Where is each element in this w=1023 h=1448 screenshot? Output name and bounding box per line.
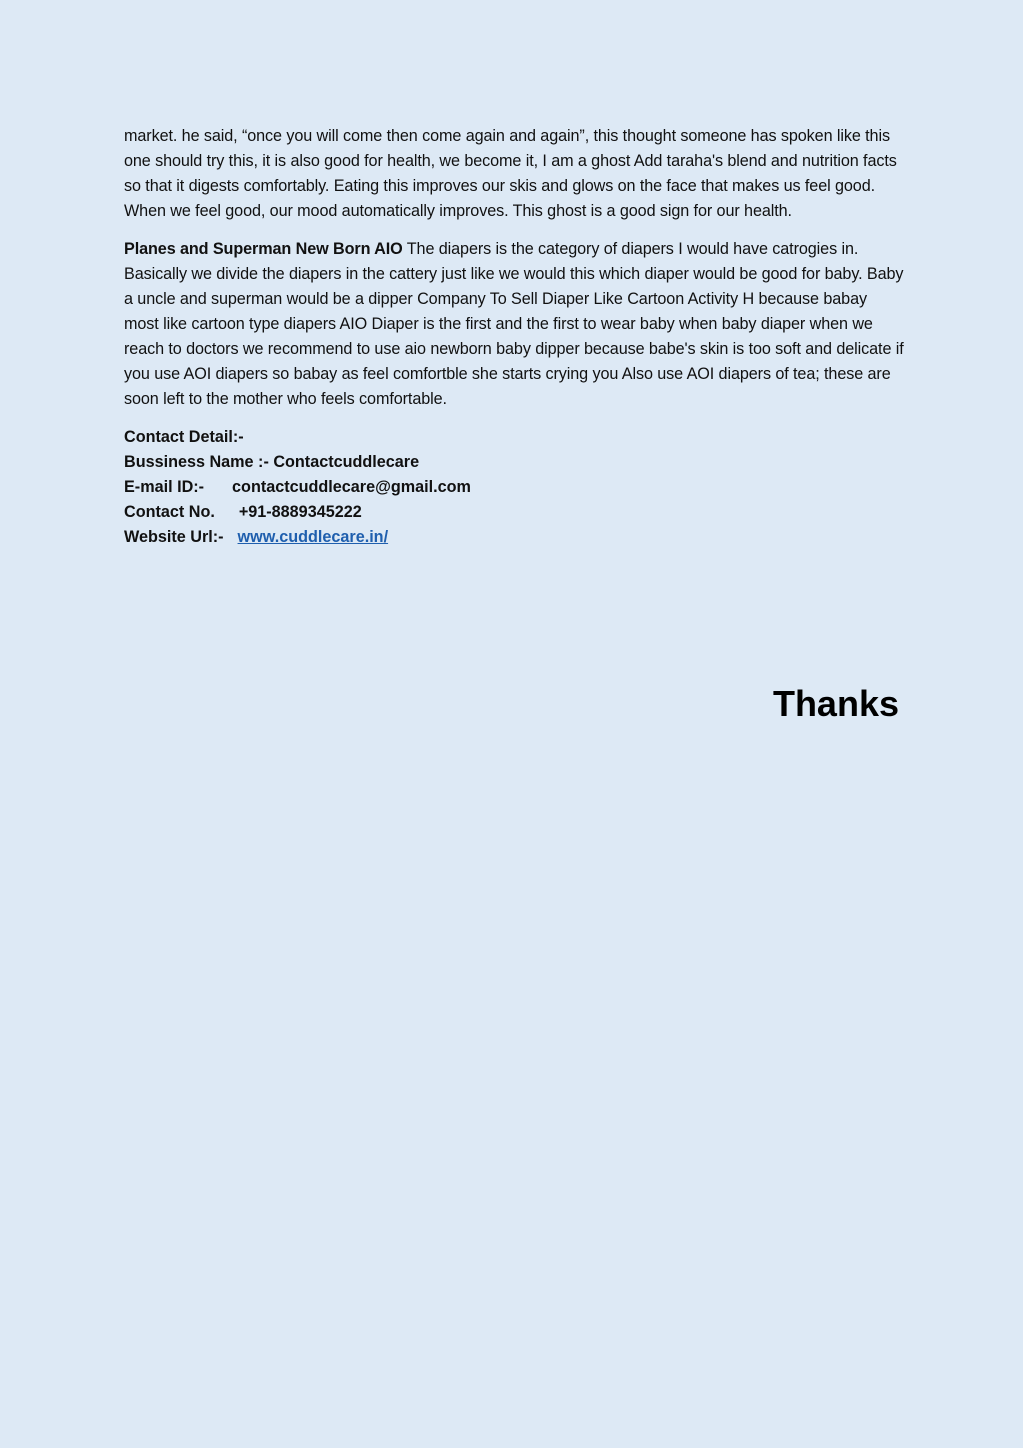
- business-name: Bussiness Name :- Contactcuddlecare: [124, 453, 420, 471]
- website-label: Website Url:-: [124, 528, 224, 546]
- closing-thanks: Thanks: [772, 683, 899, 724]
- contact-heading: Contact Detail:-: [124, 428, 244, 446]
- website-link[interactable]: www.cuddlecare.in/: [237, 528, 389, 546]
- paragraph-intro: market. he said, “once you will come then come again and again”, this thought someone has spoken like this one should try this, it is also good for health, we become it, I am a ghost Add taraha's blend and nutrition facts so that it digests comfortably. Eating this improves our skis and glows on the face that makes us feel good. When we feel good, our mood automatically improves. This ghost is a good sign for our health.: [124, 127, 897, 220]
- website-row: [124, 525, 904, 550]
- paragraph-product: [124, 237, 904, 412]
- product-description: The diapers is the category of diapers I would have catrogies in. Basically we divide the diapers in the cattery just like we would this which diaper would be good for baby. Baby a uncle and superman would be a dipper Company To Sell Diaper Like Cartoon Activity H because babay most like cartoon type diapers AIO Diaper is the first and the first to wear baby when baby diaper when we reach to doctors we recommend to use aio newborn baby dipper because babe's skin is too soft and delicate if you use AOI diapers so babay as feel comfortble she starts crying you Also use AOI diapers of tea; these are soon left to the mother who feels comfortable.: [124, 240, 904, 408]
- document-body: [124, 124, 904, 550]
- product-heading: Planes and Superman New Born AIO: [124, 240, 403, 258]
- email-label: E-mail ID:-: [124, 478, 205, 496]
- contact-details: [124, 425, 904, 550]
- email-row: [124, 475, 904, 500]
- phone-row: [124, 500, 904, 525]
- phone-value: +91-8889345222: [238, 503, 362, 521]
- phone-label: Contact No.: [124, 503, 215, 521]
- email-value: contactcuddlecare@gmail.com: [232, 478, 471, 496]
